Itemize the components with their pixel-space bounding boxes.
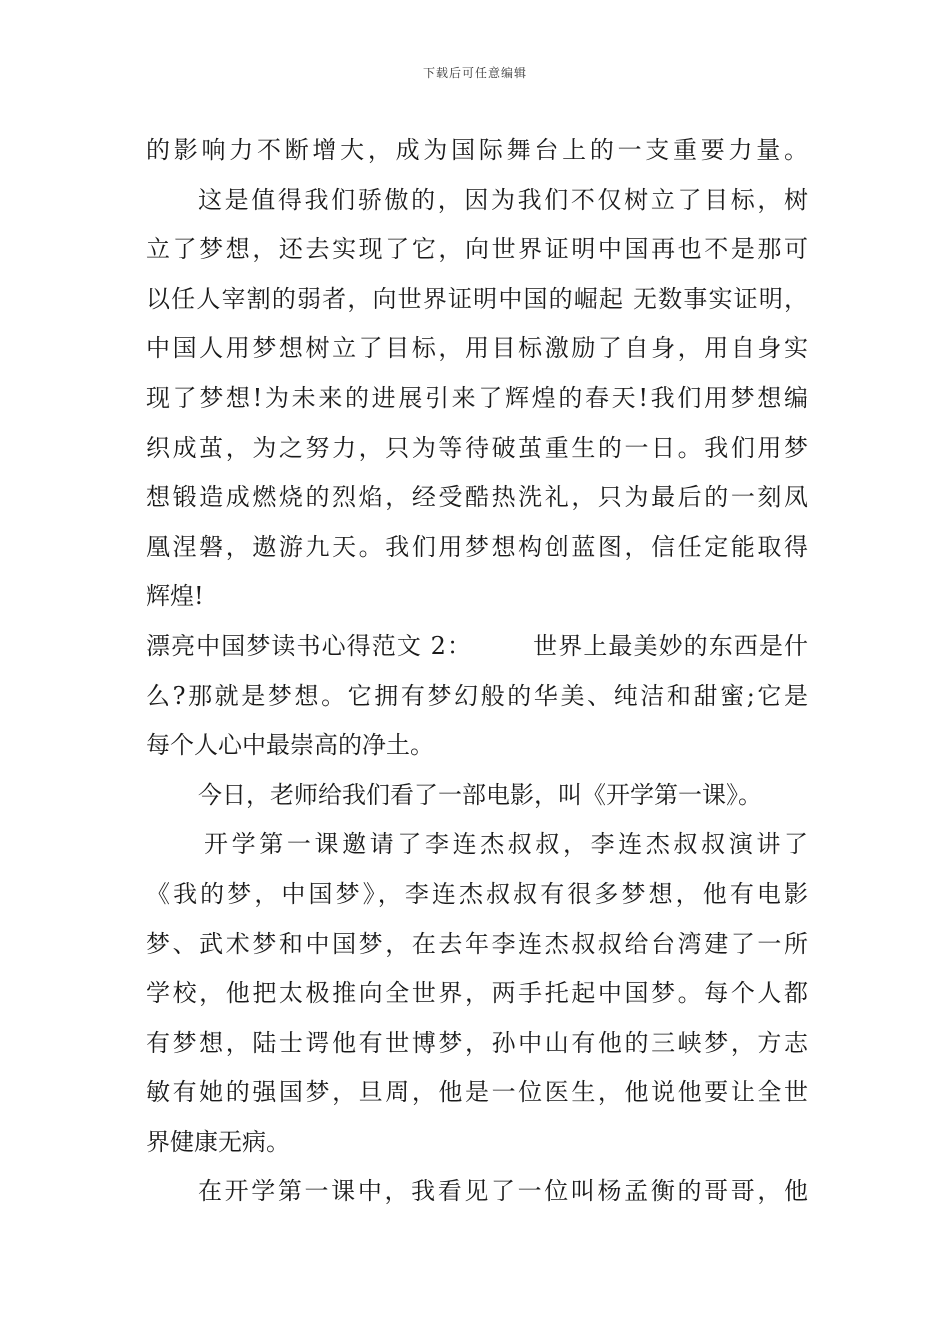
text-line: 凰涅磐，遨游九天。我们用梦想构创蓝图，信任定能取得 [146, 532, 808, 561]
text-line: 有梦想，陆士谔他有世博梦，孙中山有他的三峡梦，方志 [146, 1028, 808, 1057]
text-line: 的影响力不断增大，成为国际舞台上的一支重要力量。 [146, 136, 808, 164]
text-line: 敏有她的强国梦，旦周，他是一位医生，他说他要让全世 [146, 1078, 808, 1107]
text-line: 梦、武术梦和中国梦，在去年李连杰叔叔给台湾建了一所 [146, 929, 808, 958]
text-line: 么?那就是梦想。它拥有梦幻般的华美、纯洁和甜蜜;它是 [146, 681, 808, 710]
text-line: 开学第一课邀请了李连杰叔叔，李连杰叔叔演讲了 [204, 830, 808, 859]
text-line: 界健康无病。 [146, 1127, 290, 1156]
text-line: 这是值得我们骄傲的，因为我们不仅树立了目标，树 [198, 185, 808, 214]
page-header: 下载后可任意编辑 [422, 66, 527, 80]
text-line: 辉煌! [146, 582, 204, 611]
document-body [146, 126, 808, 1217]
text-line: 以任人宰割的弱者，向世界证明中国的崛起 无数事实证明， [146, 284, 808, 313]
text-line: 今日，老师给我们看了一部电影，叫《开学第一课》。 [198, 780, 762, 809]
text-line: 现了梦想!为未来的进展引来了辉煌的春天!我们用梦想编 [146, 383, 808, 412]
text-line: 《我的梦，中国梦》，李连杰叔叔有很多梦想，他有电影 [146, 879, 808, 908]
text-line: 想锻造成燃烧的烈焰，经受酷热洗礼，只为最后的一刻凤 [146, 483, 808, 512]
text-line: 在开学第一课中，我看见了一位叫杨孟衡的哥哥，他 [198, 1177, 808, 1206]
text-segment: 世界上最美妙的东西是什 [532, 631, 808, 660]
text-line: 每个人心中最崇高的净土。 [146, 731, 434, 760]
text-line: 立了梦想，还去实现了它，向世界证明中国再也不是那可 [146, 235, 808, 264]
section-heading: 漂亮中国梦读书心得范文 2： [146, 631, 473, 660]
text-line: 中国人用梦想树立了目标，用目标激励了自身，用自身实 [146, 334, 808, 363]
text-line: 织成茧，为之努力，只为等待破茧重生的一日。我们用梦 [146, 433, 808, 462]
section-heading-line [146, 622, 808, 672]
text-line: 学校，他把太极推向全世界，两手托起中国梦。每个人都 [146, 979, 808, 1008]
